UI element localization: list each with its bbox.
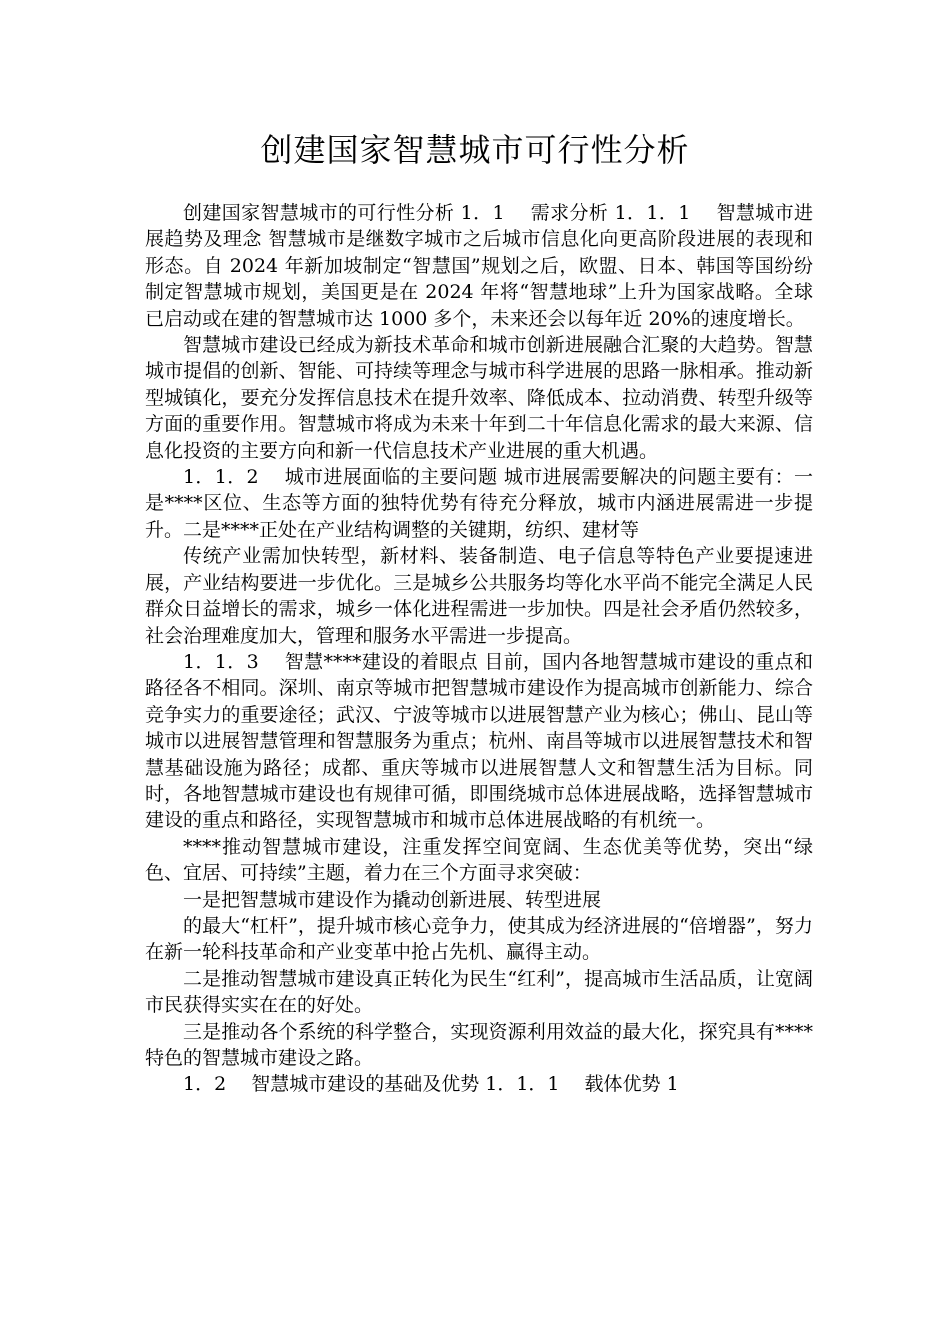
paragraph-9: 二是推动智慧城市建设真正转化为民生“红利”，提高城市生活品质，让宽阔市民获得实实在在的好处。 <box>145 967 813 1017</box>
paragraph-2: 智慧城市建设已经成为新技术革命和城市创新进展融合汇聚的大趋势。智慧城市提倡的创新、智能、可持续等理念与城市科学进展的思路一脉相承。推动新型城镇化，要充分发挥信息技术在提升效率、降低成本、拉动消费、转型升级等方面的重要作用。智慧城市将成为未来十年到二十年信息化需求的最大来源、信息化投资的主要方向和新一代信息技术产业进展的重大机遇。 <box>145 334 813 462</box>
paragraph-5: 1．1．3 智慧****建设的着眼点 目前，国内各地智慧城市建设的重点和路径各不相同。深圳、南京等城市把智慧城市建设作为提高城市创新能力、综合竞争实力的重要途径；武汉、宁波等城市以进展智慧产业为核心；佛山、昆山等城市以进展智慧管理和智慧服务为重点；杭州、南昌等城市以进展智慧技术和智慧基础设施为路径；成都、重庆等城市以进展智慧人文和智慧生活为目标。同时，各地智慧城市建设也有规律可循，即围绕城市总体进展战略，选择智慧城市建设的重点和路径，实现智慧城市和城市总体进展战略的有机统一。 <box>145 650 813 832</box>
paragraph-4: 传统产业需加快转型，新材料、装备制造、电子信息等特色产业要提速进展，产业结构要进一步优化。三是城乡公共服务均等化水平尚不能完全满足人民群众日益增长的需求，城乡一体化进程需进一步加快。四是社会矛盾仍然较多，社会治理难度加大，管理和服务水平需进一步提高。 <box>145 545 813 647</box>
document-body <box>145 200 813 1098</box>
paragraph-7: 一是把智慧城市建设作为撬动创新进展、转型进展 <box>183 888 602 911</box>
paragraph-1: 创建国家智慧城市的可行性分析 1．1 需求分析 1．1．1 智慧城市进展趋势及理念 智慧城市是继数字城市之后城市信息化向更高阶段进展的表现和形态。自 2024 年新加坡制定“智慧国”规划之后，欧盟、日本、韩国等国纷纷制定智慧城市规划，美国更是在 2024 年将“智慧地球”上升为国家战略。全球已启动或在建的智慧城市达 1000 多个，未来还会以每年近 20%的速度增长。 <box>145 202 813 330</box>
paragraph-8: 的最大“杠杆”，提升城市核心竞争力，使其成为经济进展的“倍增器”，努力在新一轮科技革命和产业变革中抢占先机、赢得主动。 <box>145 914 813 964</box>
paragraph-11: 1．2 智慧城市建设的基础及优势 1．1．1 载体优势 1 <box>183 1073 679 1096</box>
document-title: 创建国家智慧城市可行性分析 <box>260 131 690 169</box>
paragraph-10: 三是推动各个系统的科学整合，实现资源利用效益的最大化，探究具有****特色的智慧城市建设之路。 <box>145 1020 813 1069</box>
paragraph-6: ****推动智慧城市建设，注重发挥空间宽阔、生态优美等优势，突出“绿色、宜居、可持续”主题，着力在三个方面寻求突破： <box>145 835 813 885</box>
paragraph-3: 1．1．2 城市进展面临的主要问题 城市进展需要解决的问题主要有：一是****区位、生态等方面的独特优势有待充分释放，城市内涵进展需进一步提升。二是****正处在产业结构调整的关键期，纺织、建材等 <box>145 466 813 541</box>
